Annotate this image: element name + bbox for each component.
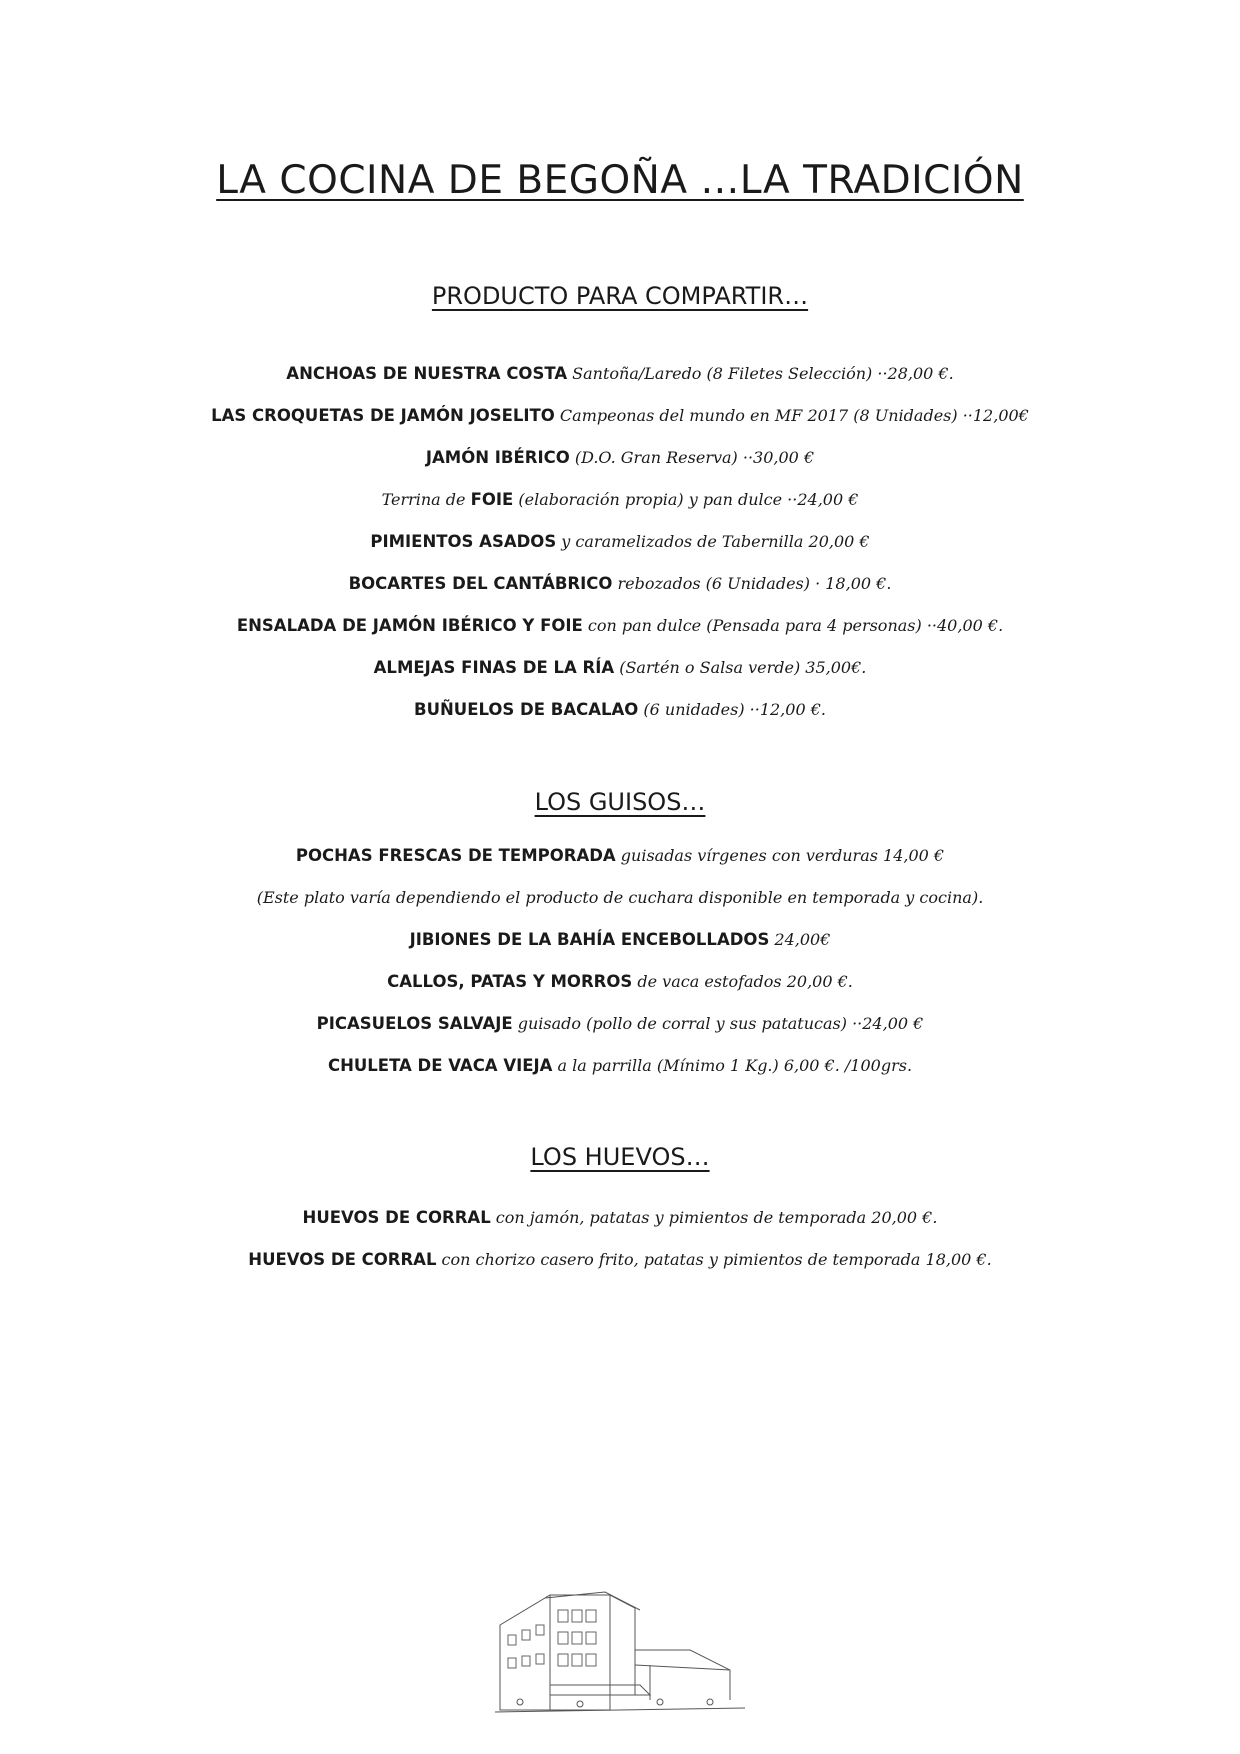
menu-item [0, 573, 1240, 595]
section-title-guisos: LOS GUISOS… [534, 788, 706, 816]
item-name: CALLOS, PATAS Y MORROS [387, 972, 633, 991]
item-name: JIBIONES DE LA BAHÍA ENCEBOLLADOS [409, 930, 770, 949]
menu-item [0, 363, 1240, 385]
item-name: ANCHOAS DE NUESTRA COSTA [286, 364, 568, 383]
item-desc: y caramelizados de Tabernilla 20,00 € [556, 532, 870, 551]
menu-item [0, 405, 1240, 427]
menu-item [0, 845, 1240, 867]
menu-note [0, 887, 1240, 909]
item-name: CHULETA DE VACA VIEJA [327, 1056, 553, 1075]
item-note: (Este plato varía dependiendo el producto de cuchara disponible en temporada y cocina). [256, 888, 984, 907]
section-title-compartir: PRODUCTO PARA COMPARTIR… [431, 282, 809, 310]
item-name: FOIE [470, 490, 514, 509]
menu-item [0, 615, 1240, 637]
item-desc: Campeonas del mundo en MF 2017 (8 Unidades) ··12,00€ [554, 406, 1029, 425]
menu-item [0, 489, 1240, 511]
item-name: HUEVOS DE CORRAL [248, 1250, 437, 1269]
item-name: PICASUELOS SALVAJE [316, 1014, 513, 1033]
item-desc: (elaboración propia) y pan dulce ··24,00 € [513, 490, 859, 509]
item-name: HUEVOS DE CORRAL [302, 1208, 491, 1227]
item-name: BUÑUELOS DE BACALAO [414, 700, 639, 719]
item-desc: guisadas vírgenes con verduras 14,00 € [615, 846, 945, 865]
menu-item [0, 699, 1240, 721]
menu-item [0, 531, 1240, 553]
menu-title: LA COCINA DE BEGOÑA …LA TRADICIÓN [216, 158, 1024, 203]
item-desc: (Sartén o Salsa verde) 35,00€. [614, 658, 867, 677]
menu-item [0, 1249, 1240, 1271]
item-desc: Santoña/Laredo (8 Filetes Selección) ··28,00 €. [567, 364, 954, 383]
menu-item [0, 971, 1240, 993]
menu-item [0, 447, 1240, 469]
item-desc: (6 unidades) ··12,00 €. [638, 700, 826, 719]
item-name: JAMÓN IBÉRICO [425, 448, 570, 467]
item-prefix: Terrina de [381, 490, 471, 509]
item-desc: 24,00€ [769, 930, 831, 949]
menu-item [0, 657, 1240, 679]
item-name: LAS CROQUETAS DE JAMÓN JOSELITO [211, 406, 555, 425]
item-desc: con pan dulce (Pensada para 4 personas) ··40,00 €. [582, 616, 1004, 635]
item-desc: de vaca estofados 20,00 €. [632, 972, 853, 991]
item-name: PIMIENTOS ASADOS [370, 532, 557, 551]
item-desc: con chorizo casero frito, patatas y pimientos de temporada 18,00 €. [436, 1250, 992, 1269]
item-desc: guisado (pollo de corral y sus patatucas) ··24,00 € [512, 1014, 924, 1033]
item-desc: rebozados (6 Unidades) · 18,00 €. [612, 574, 892, 593]
item-name: ALMEJAS FINAS DE LA RÍA [373, 658, 615, 677]
item-name: POCHAS FRESCAS DE TEMPORADA [295, 846, 616, 865]
item-desc: (D.O. Gran Reserva) ··30,00 € [569, 448, 815, 467]
menu-item [0, 929, 1240, 951]
item-name: BOCARTES DEL CANTÁBRICO [348, 574, 613, 593]
section-title-huevos: LOS HUEVOS… [530, 1143, 710, 1171]
item-name: ENSALADA DE JAMÓN IBÉRICO Y FOIE [236, 616, 583, 635]
item-desc: con jamón, patatas y pimientos de temporada 20,00 €. [490, 1208, 938, 1227]
item-desc: a la parrilla (Mínimo 1 Kg.) 6,00 €. /100grs. [552, 1056, 913, 1075]
menu-item [0, 1207, 1240, 1229]
menu-item [0, 1013, 1240, 1035]
menu-item [0, 1055, 1240, 1077]
restaurant-building-sketch [490, 1590, 755, 1740]
